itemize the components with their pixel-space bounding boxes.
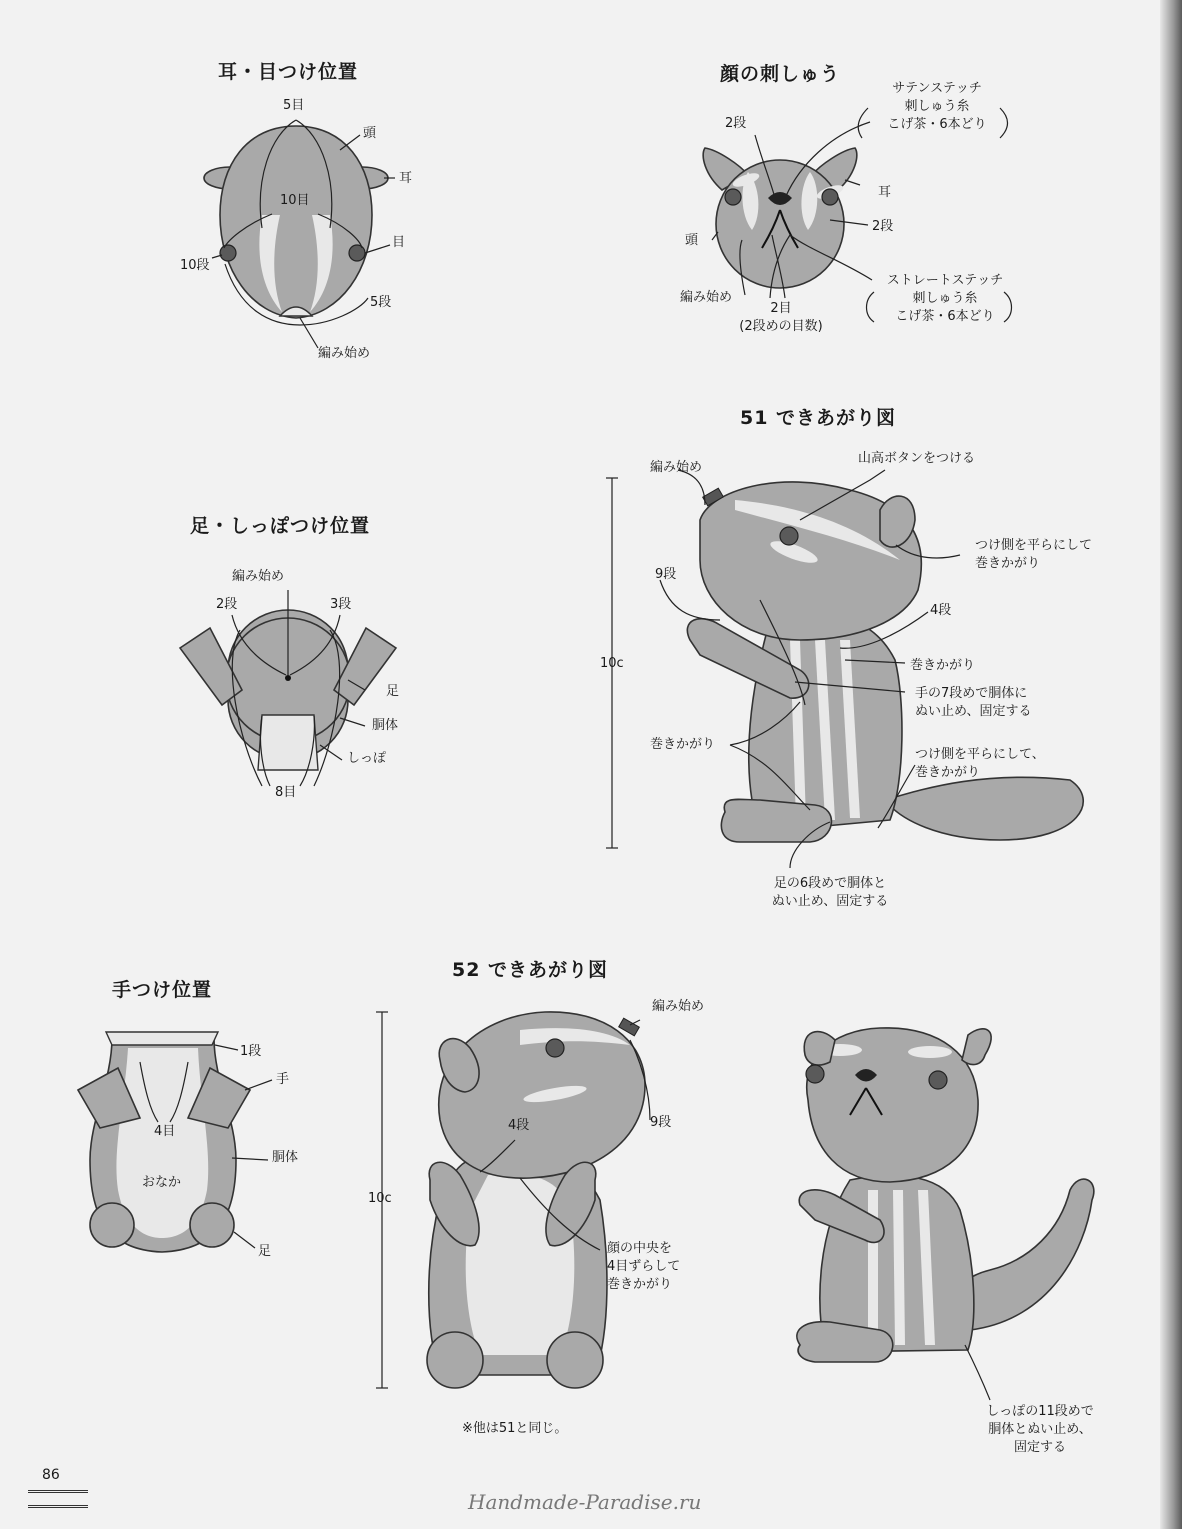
ear-eye-head-diagram xyxy=(204,120,395,348)
hand-label-hand: 手 xyxy=(276,1072,290,1087)
fig51-flat2-note: つけ側を平らにして、 巻きかがり xyxy=(915,747,1045,780)
ft-label-start: 編み始め xyxy=(232,569,285,584)
face-row2-note: 2目 (2段めの目数) xyxy=(739,301,823,334)
label-start: 編み始め xyxy=(318,346,371,361)
left-eye-dot xyxy=(220,245,236,261)
hand-label-body: 胴体 xyxy=(272,1150,299,1165)
fig52-center-note: 顔の中央を 4目ずらして 巻きかがり xyxy=(607,1241,681,1292)
fig51-foot xyxy=(721,799,831,842)
fig52-tail11-note: しっぽの11段めで 胴体とぬい止め、 固定する xyxy=(986,1404,1094,1455)
face-label-head: 頭 xyxy=(685,233,699,248)
heading-fig51: 51 できあがり図 xyxy=(740,407,897,429)
fig52-label-start: 編み始め xyxy=(652,999,705,1014)
fig52-note: ※他は51と同じ。 xyxy=(462,1421,568,1436)
fig52-side-right-eye xyxy=(929,1071,947,1089)
face-straight-note: ストレートステッチ 刺しゅう糸 こげ茶・6本どり xyxy=(886,273,1004,324)
heading-hand: 手つけ位置 xyxy=(112,979,213,1001)
ft-label-body: 胴体 xyxy=(372,718,399,733)
fig51-eye xyxy=(780,527,798,545)
fig52-front-left-foot xyxy=(427,1332,483,1388)
watermark: Handmade-Paradise.ru xyxy=(468,1490,702,1514)
fig51-label-dan9: 9段 xyxy=(655,567,677,582)
fig51-foot6-note: 足の6段めで胴体と ぬい止め、固定する xyxy=(771,876,889,909)
right-eye-dot xyxy=(349,245,365,261)
label-row5: 5目 xyxy=(283,98,305,113)
label-eye: 目 xyxy=(392,235,406,250)
face-satin-note: サテンステッチ 刺しゅう糸 こげ茶・6本どり xyxy=(887,81,987,132)
fig52-side-right-ear xyxy=(962,1029,991,1065)
fig52-front-eye xyxy=(546,1039,564,1057)
page-number: 86 xyxy=(42,1467,60,1483)
fig51-hand7-note: 手の7段めで胴体に ぬい止め、固定する xyxy=(915,686,1032,719)
fig51-label-whip1: 巻きかがり xyxy=(910,658,976,673)
heading-face-embroidery: 顔の刺しゅう xyxy=(720,63,841,85)
fig51-label-dan4: 4段 xyxy=(930,603,952,618)
fig51-label-button: 山高ボタンをつける xyxy=(858,451,976,466)
fig52-front-right-foot xyxy=(547,1332,603,1388)
ft-label-row8: 8目 xyxy=(275,785,297,800)
hand-label-row4: 4目 xyxy=(154,1124,176,1139)
face-left-eye xyxy=(725,189,741,205)
ft-label-tail: しっぽ xyxy=(347,751,387,766)
face-label-ear: 耳 xyxy=(878,185,892,200)
label-row10: 10目 xyxy=(280,193,310,208)
face-label-dan2-right: 2段 xyxy=(872,219,894,234)
footer-ornament xyxy=(28,1490,88,1508)
fig52-side-left-eye xyxy=(806,1065,824,1083)
label-dan5: 5段 xyxy=(370,295,392,310)
ft-label-foot: 足 xyxy=(386,684,400,699)
hand-label-dan1: 1段 xyxy=(240,1044,262,1059)
label-head: 頭 xyxy=(363,126,377,141)
label-dan10: 10段 xyxy=(180,258,210,273)
face-label-start: 編み始め xyxy=(680,290,733,305)
fig52-front-drawing xyxy=(376,1012,650,1388)
fig52-label-dan4: 4段 xyxy=(508,1118,530,1133)
fig52-side-left-ear xyxy=(804,1032,835,1066)
head-shape xyxy=(220,126,372,318)
fig52-label-size: 10c xyxy=(368,1191,392,1206)
fig51-tail xyxy=(885,777,1083,840)
face-right-eye xyxy=(822,189,838,205)
fig51-label-whip2: 巻きかがり xyxy=(650,737,716,752)
fig51-label-start: 編み始め xyxy=(650,460,703,475)
heading-foot-tail: 足・しっぽつけ位置 xyxy=(190,515,371,537)
hand-label-foot: 足 xyxy=(258,1244,272,1259)
ft-label-dan3: 3段 xyxy=(330,597,352,612)
hand-right-foot xyxy=(190,1203,234,1247)
hand-label-belly: おなか xyxy=(142,1175,182,1190)
fig51-flat1-note: つけ側を平らにして 巻きかがり xyxy=(975,538,1093,571)
fig51-label-size: 10c xyxy=(600,656,624,671)
hand-placement-diagram xyxy=(78,1032,272,1252)
fig52-side-drawing xyxy=(797,1028,1094,1400)
ft-label-dan2: 2段 xyxy=(216,597,238,612)
face-label-dan2-top: 2段 xyxy=(725,116,747,131)
foot-tail-tail-shape xyxy=(258,715,318,770)
fig52-label-dan9: 9段 xyxy=(650,1115,672,1130)
label-ear: 耳 xyxy=(399,171,413,186)
heading-fig52: 52 できあがり図 xyxy=(452,959,609,981)
heading-ear-eye: 耳・目つけ位置 xyxy=(218,61,359,83)
fig51-drawing xyxy=(606,470,1083,868)
hand-left-foot xyxy=(90,1203,134,1247)
